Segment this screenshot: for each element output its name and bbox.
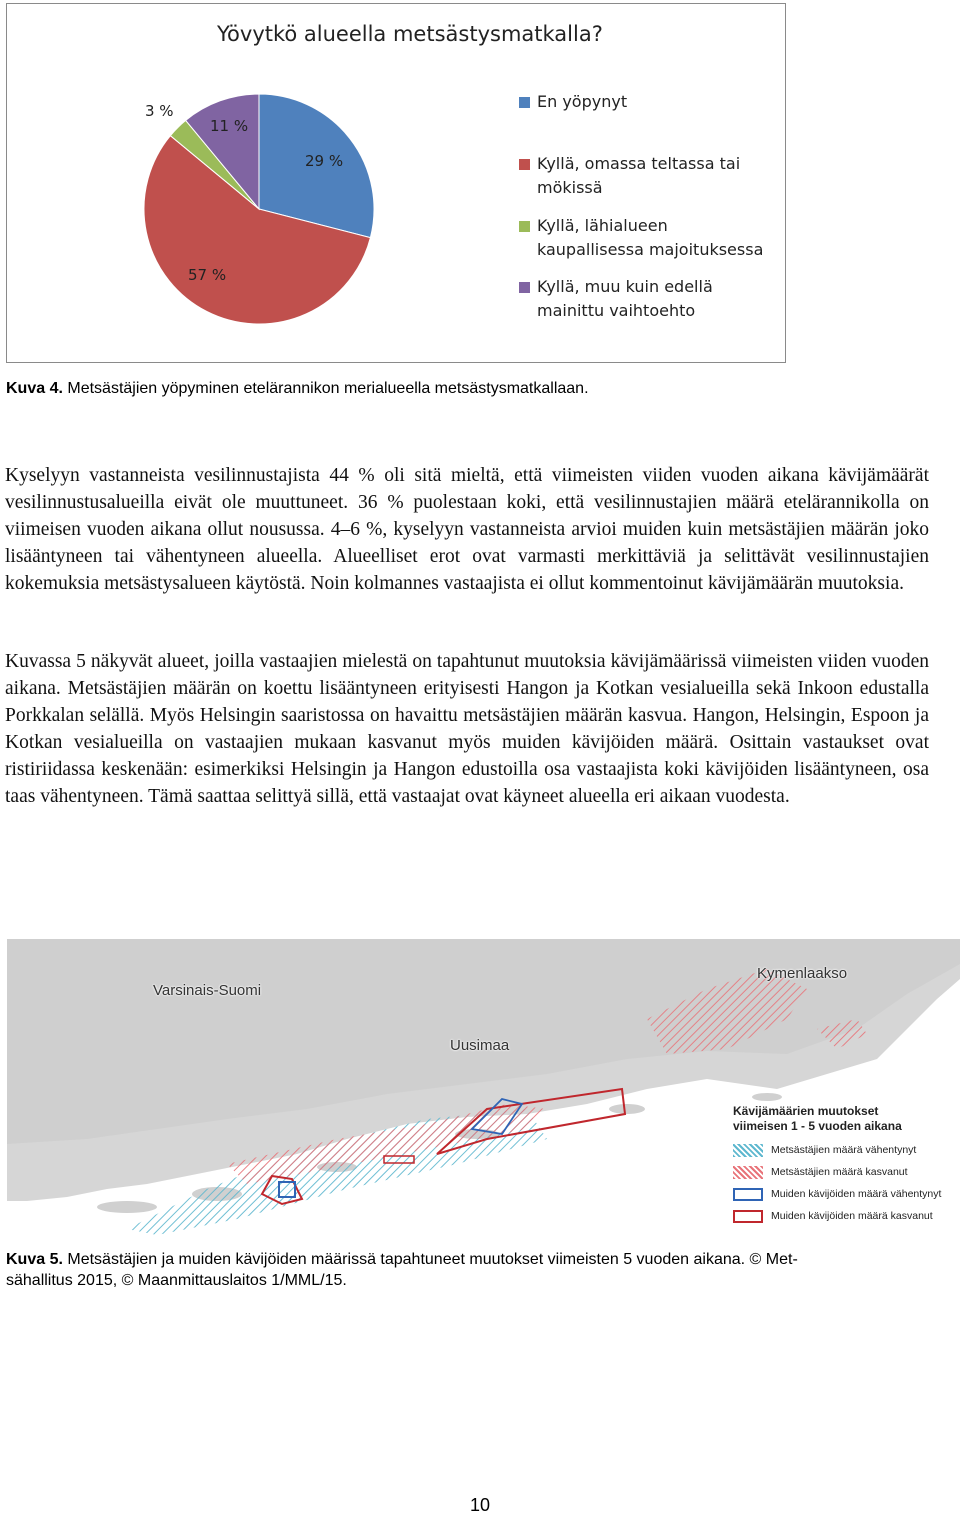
legend-label: Kyllä, omassa teltassa tai mökissä — [537, 154, 741, 197]
caption-text-line2: sähallitus 2015, © Maanmittauslaitos 1/MML/15. — [6, 1272, 347, 1289]
legend-swatch — [519, 282, 530, 293]
legend-swatch — [519, 159, 530, 170]
chart-title: Yövytkö alueella metsästysmatkalla? — [217, 22, 603, 46]
caption-label: Kuva 4. — [6, 380, 63, 397]
pie-label-lahialue: 3 % — [145, 102, 174, 120]
pie-label-en-yopynyt: 29 % — [305, 152, 344, 170]
map-region-uusimaa: Uusimaa — [450, 1037, 510, 1054]
legend-item — [519, 90, 769, 114]
figure-caption-5 — [6, 1249, 936, 1291]
body-paragraph-2: Kuvassa 5 näkyvät alueet, joilla vastaajien mielestä on tapahtunut muutoksia kävijämäärissä viimeisten viiden vuoden aikana. Metsästäjien määrän on koettu lisääntyneen erityisesti Hangon ja Kotkan vesialueilla sekä Inkoon edustalla Porkkalan selällä. Myös Helsingin saaristossa on havaittu metsästäjien määrän kasvua. Hangon, Helsingin, Espoon ja Kotkan vesialueilla on vastaajien mukaan kasvanut myös muiden kävijöiden määrä. Osittain vastaukset ovat ristiriidassa keskenään: esimerkiksi Helsingin ja Hangon edustoilla osa vastaajista koki kävijöiden lisääntyneen, osa taas vähentyneen. Tämä saattaa selittyä sillä, että vastaajat ovat käyneet alueella eri aikaan vuodesta. — [5, 651, 929, 807]
body-paragraph-1: Kyselyyn vastanneista vesilinnustajista 44 % oli sitä mieltä, että viimeisten viiden vuoden aikana kävijämäärät vesilinnustusalueilla eivät ole muuttuneet. 36 % puolestaan koki, että vesilinnustajien määrä etelärannikolla on viimeisen vuoden aikana ollut nousussa. 4–6 %, kyselyyn vastanneista arvioi muiden kuin metsästäjien määrän joko lisääntyneen tai vähentyneen alueella. Alueelliset erot ovat varmasti merkittäviä ja selittävät vesilinnustajien kokemuksia metsästysalueen käytöstä. Noin kolmannes vastaajista ei ollut kommentoinut kävijämäärän muutoksia. — [5, 465, 929, 594]
caption-text: Metsästäjien yöpyminen etelärannikon merialueella metsästysmatkallaan. — [62, 380, 589, 397]
map-legend-swatch — [733, 1144, 763, 1157]
pie-label-muu: 11 % — [210, 117, 249, 135]
legend-item — [519, 275, 769, 323]
legend-label: Kyllä, muu kuin edellä mainittu vaihtoehto — [537, 277, 713, 320]
map-legend — [733, 1104, 955, 1222]
pie-label-teltta: 57 % — [188, 266, 227, 284]
legend-swatch — [519, 97, 530, 108]
map-figure — [7, 939, 960, 1235]
legend-item — [519, 152, 769, 200]
legend-swatch — [519, 221, 530, 232]
caption-text: Metsästäjien ja muiden kävijöiden määrissä tapahtuneet muutokset viimeisten 5 vuoden aikana. © Met- — [62, 1251, 798, 1268]
map-legend-label: Metsästäjien määrä kasvanut — [771, 1166, 908, 1178]
map-legend-title: Kävijämäärien muutokset viimeisen 1 - 5 vuoden aikana — [733, 1104, 902, 1133]
caption-label: Kuva 5. — [6, 1251, 63, 1268]
page-number: 10 — [469, 1495, 491, 1515]
map-legend-swatch — [733, 1166, 763, 1179]
pie-chart — [6, 3, 786, 363]
map-legend-label: Muiden kävijöiden määrä vähentynyt — [771, 1188, 942, 1200]
figure-caption-4 — [6, 378, 589, 399]
map-legend-label: Metsästäjien määrä vähentynyt — [771, 1144, 917, 1156]
legend-label: En yöpynyt — [537, 92, 628, 111]
map-legend-label: Muiden kävijöiden määrä kasvanut — [771, 1210, 933, 1222]
legend-label: Kyllä, lähialueen kaupallisessa majoituksessa — [537, 216, 764, 259]
map-region-varsinais-suomi: Varsinais-Suomi — [153, 982, 262, 999]
map-region-kymenlaakso: Kymenlaakso — [757, 965, 848, 982]
map-legend-swatch — [733, 1188, 763, 1201]
map-legend-swatch — [733, 1210, 763, 1223]
legend-item — [519, 214, 769, 262]
